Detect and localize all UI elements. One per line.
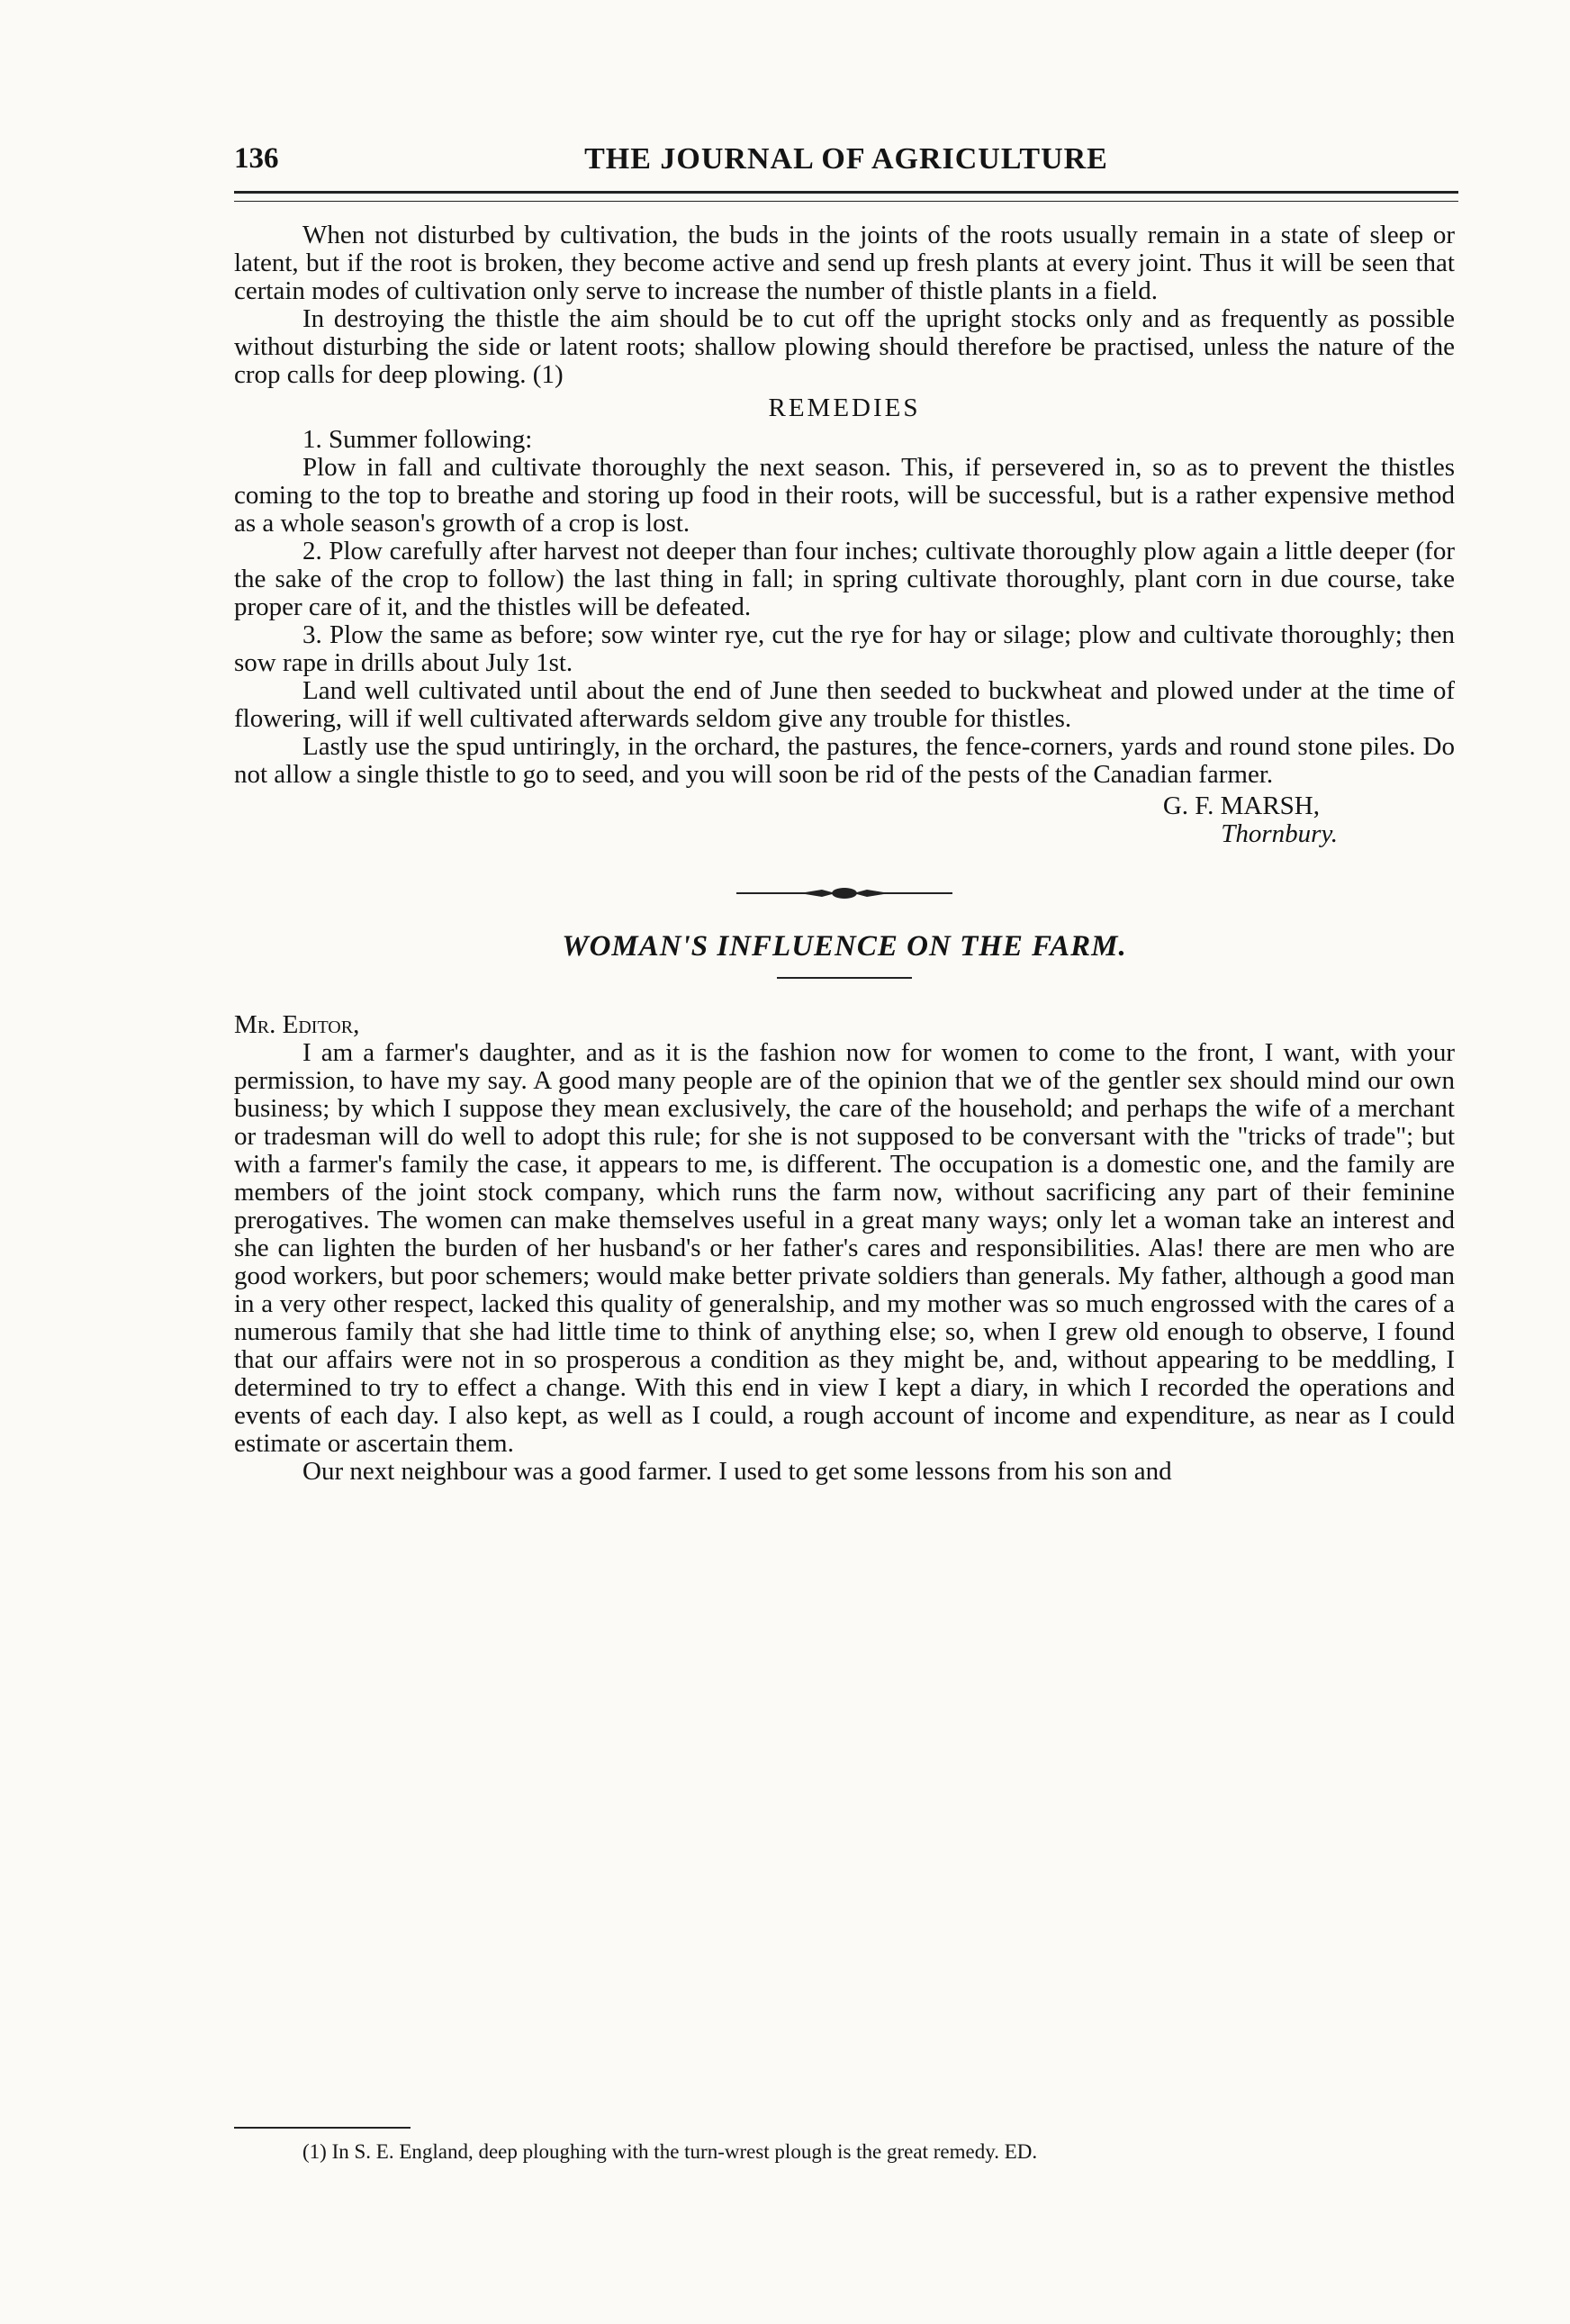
woman-influence-article <box>234 930 1455 1486</box>
salutation-text: Mr. Editor, <box>234 1010 360 1039</box>
paragraph: Our next neighbour was a good farmer. I used to get some lessons from his son and <box>302 1457 1172 1486</box>
author-place: Thornbury. <box>1221 819 1338 848</box>
page-body <box>234 222 1455 1486</box>
paragraph: When not disturbed by cultivation, the buds in the joints of the roots usually remain in a state of sleep or latent, but if the root is broken, they become active and send up fresh plants at every joint. Thus it will be seen that certain modes of cultivation only serve to increase the number of thistle plants in a field. <box>234 221 1455 305</box>
ornamental-divider <box>234 875 1455 911</box>
remedy-item: 1. Summer following: <box>302 425 533 454</box>
salutation <box>234 1011 1455 1039</box>
remedies-heading: REMEDIES <box>768 393 921 422</box>
remedy-item: Land well cultivated until about the end of June then seeded to buckwheat and plowed under at the time of flowering, will if well cultivated afterwards seldom give any trouble for thistles. <box>234 676 1455 733</box>
remedy-item: Lastly use the spud untiringly, in the orchard, the pastures, the fence-corners, yards and round stone piles. Do not allow a single thistle to go to seed, and you will soon be rid of the pests of the Canadian farmer. <box>234 732 1455 789</box>
paragraph: In destroying the thistle the aim should be to cut off the upright stocks only and as frequently as possible without disturbing the side or latent roots; shallow plowing should therefore be practised, unless the nature of the crop calls for deep plowing. (1) <box>234 304 1455 389</box>
thistle-article <box>234 222 1455 848</box>
footnote: (1) In S. E. England, deep ploughing with the turn-wrest plough is the great remedy. ED. <box>302 2140 1038 2163</box>
author-signature: G. F. MARSH, <box>1162 791 1320 820</box>
remedy-item: 3. Plow the same as before; sow winter rye, cut the rye for hay or silage; plow and cultivate thoroughly; then sow rape in drills about July 1st. <box>234 620 1455 677</box>
running-title: THE JOURNAL OF AGRICULTURE <box>584 142 1108 176</box>
page-number: 136 <box>234 142 279 175</box>
article-title: WOMAN'S INFLUENCE ON THE FARM. <box>562 930 1127 963</box>
remedy-item: 2. Plow carefully after harvest not deeper than four inches; cultivate thoroughly plow again a little deeper (for the sake of the crop to follow) the last thing in fall; in spring cultivate thoroughly, plant corn in due course, take proper care of it, and the thistles will be defeated. <box>234 537 1455 621</box>
remedy-item: Plow in fall and cultivate thoroughly the next season. This, if persevered in, so as to prevent the thistles coming to the top to breathe and storing up food in their roots, will be successful, but is a rather expensive method as a whole season's growth of a crop is lost. <box>234 453 1455 538</box>
title-rule <box>777 977 912 979</box>
ornament-icon <box>736 884 952 902</box>
paragraph: I am a farmer's daughter, and as it is the fashion now for women to come to the front, I want, with your permission, to have my say. A good many people are of the opinion that we of the gentler sex should mind our own business; by which I suppose they mean exclusively, the care of the household; and perhaps the wife of a merchant or tradesman will do well to adopt this rule; for she is not supposed to be conversant with the "tricks of trade"; but with a farmer's family the case, it appears to me, is different. The occupation is a domestic one, and the family are members of the joint stock company, which runs the farm now, without sacrificing any part of their feminine prerogatives. The women can make themselves useful in a great many ways; only let a woman take an interest and she can lighten the burden of her husband's or her father's cares and responsibilities. Alas! there are men who are good workers, but poor schemers; would make better private soldiers than generals. My father, although a good man in a very other respect, lacked this quality of generalship, and my mother was so much engrossed with the cares of a numerous family that she had little time to think of anything else; so, when I grew old enough to observe, I found that our affairs were not in so prosperous a condition as they might be, and, without appearing to be meddling, I determined to try to effect a change. With this end in view I kept a diary, in which I recorded the operations and events of each day. I also kept, as well as I could, a rough account of income and expenditure, as near as I could estimate or ascertain them. <box>234 1038 1455 1458</box>
page-header <box>234 142 1458 182</box>
header-rule <box>234 191 1458 202</box>
footnote-rule <box>234 2127 411 2129</box>
